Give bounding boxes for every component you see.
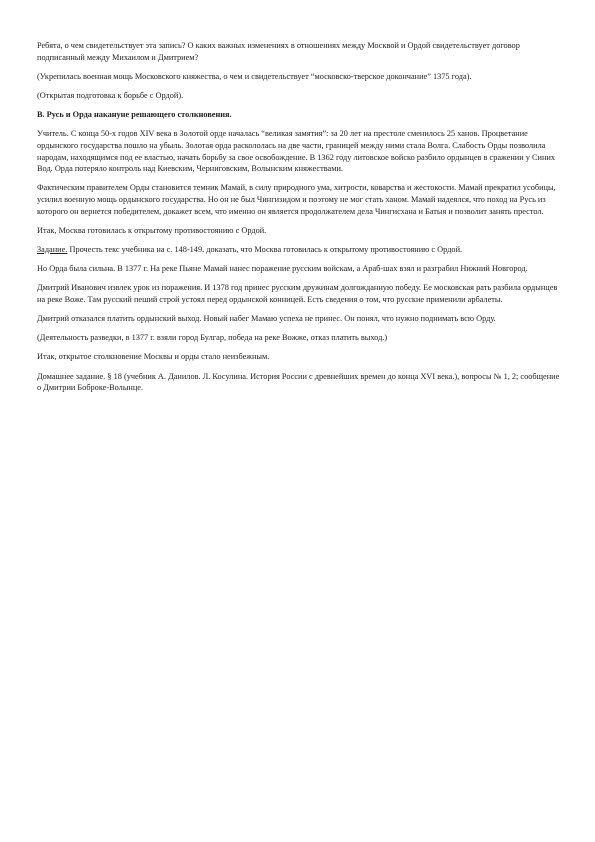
paragraph-vozha-victory: Дмитрий Иванович извлек урок из поражения. И 1378 год принес русским дружинам долгожданную победу. Ее московская рать разбила ордынцев на реке Воже. Там русский пеший строй устоял перед ордынской конницей. Есть сведения о том, что русские применили арбалеты.: [37, 283, 558, 304]
document-body: [37, 40, 561, 401]
paragraph-mamai: Фактическим правителем Орды становится темник Мамай, в силу природного ума, хитрости, коварства и жестокости. Мамай прекратил усобицы, усилил военную мощь ордынского государства. Но он не был Чингизидом и поэтому не мог стать ханом. Мамай надеялся, что поход на Русь из которого он вернется победителем, докажет всем, что именно он является продолжателем дела Чингисхана и Батыя и позволит занять престол.: [37, 183, 556, 216]
paragraph-homework: Домашнее задание. § 18 (учебник А. Данилов. Л. Косулина. История России с древнейших времен до конца XVI века.), вопросы № 1, 2; сообщение о Дмитрии Боброке-Волынце.: [37, 371, 560, 393]
task-text: Прочесть текс учебника на с. 148-149. доказать, что Москва готовилась к открытому противостоянию с Ордой.: [67, 244, 463, 254]
paragraph-conclusion: Итак, открытое столкновение Москвы и орды стало неизбежным.: [37, 352, 270, 362]
task-label: Задание.: [37, 244, 68, 254]
paragraph-question: Ребята, о чем свидетельствует эта запись? О каких важных изменениях в отношениях между Москвой и Ордой свидетельствует договор подписанный между Михаилом и Дмитрием?: [37, 41, 520, 62]
paragraph-refused-tribute: Дмитрий отказался платить ордынский выход. Новый набег Мамаю успеха не принес. Он понял, что нужно поднимать всю Орду.: [37, 314, 496, 324]
paragraph-answer-treaty: (Укрепилась военная мощь Московского княжества, о чем и свидетельствует “московско-тверское докончание” 1375 года).: [37, 71, 472, 81]
paragraph-moscow-prepares: Итак, Москва готовилась к открытому противостоянию с Ордой.: [37, 225, 267, 235]
section-heading: В. Русь и Орда накануне решающего столкновения.: [37, 110, 232, 120]
paragraph-summary: (Деятельность разведки, в 1377 г. взяли город Булгар, победа на реке Вожже, отказ платить выход.): [37, 333, 388, 343]
paragraph-horde-strong: Но Орда была сильна. В 1377 г. На реке Пьяне Мамай нанес поражение русским войскам, а Араб-шах взял и разграбил Нижний Новгород.: [37, 264, 528, 274]
paragraph-answer-preparation: (Открытая подготовка к борьбе с Ордой).: [37, 90, 184, 100]
paragraph-task: [37, 244, 561, 256]
paragraph-teacher: Учитель. С конца 50-х годов XIV века в Золотой орде началась “великая замятия”: за 20 лет на престоле сменилось 25 ханов. Процветание ордынского государства пошло на убыль. Золотая орда раскололась на две части, границей между ними стала Волга. Слабость Орды позволила народам, находящимся под ее властью, начать борьбу за свое освобождение. В 1362 году литовское войско разбило ордынцев в сражении у Синих Вод. Орда потеряло контроль над Киевским, Черниговским, Волынским княжествами.: [37, 129, 555, 174]
